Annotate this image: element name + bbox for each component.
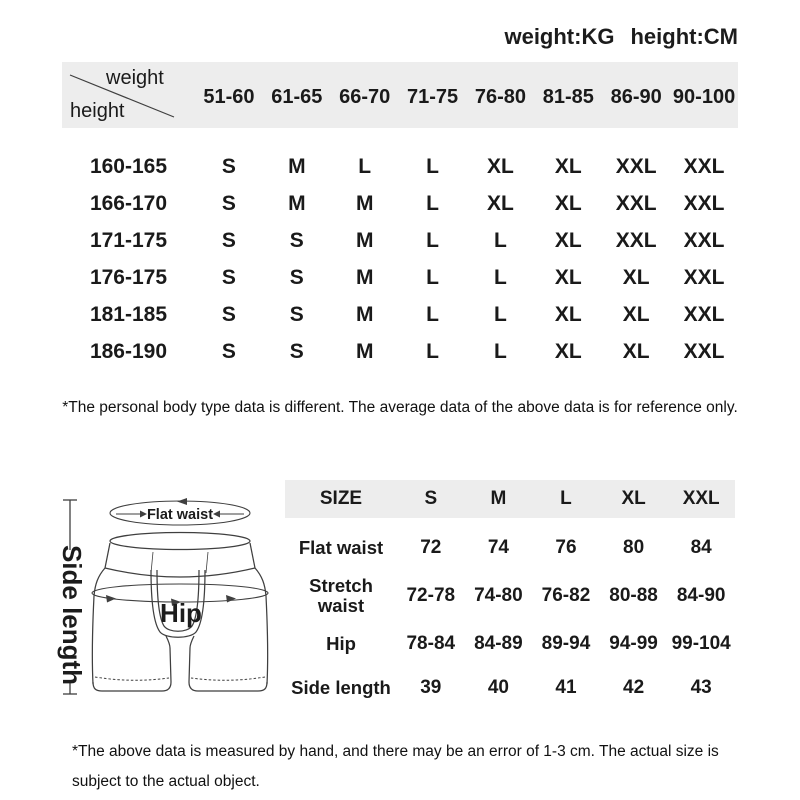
size-cell: S <box>289 302 304 326</box>
measurement-value: 39 <box>420 677 442 698</box>
arrowhead-icon <box>213 511 220 518</box>
measurement-table <box>285 480 735 710</box>
measurement-value: 40 <box>487 677 509 698</box>
size-cell: XXL <box>615 191 657 215</box>
size-cell: S <box>221 228 236 252</box>
measurement-label: Flat waist <box>298 536 384 558</box>
measurement-value: 72 <box>420 537 442 558</box>
height-range-label: 171-175 <box>89 228 168 252</box>
size-table-body <box>62 148 738 370</box>
size-cell: L <box>426 191 439 215</box>
corner-cell <box>62 62 195 128</box>
measurement-value: 41 <box>555 677 577 698</box>
measurement-header-cell: S <box>424 488 438 509</box>
size-cell: XL <box>554 191 582 215</box>
height-range-label: 176-175 <box>89 265 168 289</box>
measurement-value: 72-78 <box>406 585 456 606</box>
size-cell: S <box>221 191 236 215</box>
corner-height-label: height <box>70 100 125 122</box>
measurement-value: 80-88 <box>609 585 658 606</box>
measurement-label: Side length <box>291 676 391 698</box>
measurement-value: 76-82 <box>541 585 591 606</box>
corner-weight-label: weight <box>106 67 164 89</box>
size-cell: XXL <box>615 154 657 178</box>
size-cell: M <box>355 302 374 326</box>
height-weight-size-table <box>62 62 738 370</box>
size-cell: L <box>426 302 439 326</box>
measurement-row <box>285 526 735 570</box>
hip-label: Hip <box>160 598 202 628</box>
size-table-row <box>62 185 738 222</box>
measurement-label: Hip <box>326 632 356 654</box>
size-cell: S <box>289 228 304 252</box>
side-length-annotation <box>57 500 87 694</box>
measurement-value: 94-99 <box>609 633 658 654</box>
measurement-value: 80 <box>623 537 645 558</box>
size-cell: L <box>426 154 439 178</box>
measurement-value: 74-80 <box>474 585 523 606</box>
weight-range-header: 86-90 <box>610 85 662 108</box>
size-cell: L <box>426 265 439 289</box>
weight-range-header: 90-100 <box>672 85 736 108</box>
size-cell: XXL <box>683 228 725 252</box>
weight-range-header: 76-80 <box>474 85 527 108</box>
size-cell: S <box>221 302 236 326</box>
measurement-row <box>285 570 735 622</box>
measurement-header-cell: XXL <box>682 488 720 509</box>
measurement-value: 76 <box>555 537 577 558</box>
side-length-label: Side length <box>57 544 88 686</box>
size-table-row <box>62 222 738 259</box>
size-cell: XL <box>622 339 650 363</box>
measurement-value: 84-89 <box>474 633 523 654</box>
size-cell: XXL <box>683 302 725 326</box>
arrowhead-icon <box>106 595 116 603</box>
size-cell: M <box>355 191 374 215</box>
size-cell: XXL <box>683 339 725 363</box>
measurement-label-cell <box>285 634 397 655</box>
measurement-value: 84 <box>690 537 712 558</box>
size-cell: XL <box>554 228 582 252</box>
arrowhead-icon <box>140 511 147 518</box>
flat-waist-label: Flat waist <box>146 507 214 523</box>
size-table-header-row <box>62 62 738 128</box>
measurement-row <box>285 666 735 710</box>
shorts-drawing <box>50 478 290 718</box>
size-table-row <box>62 333 738 370</box>
weight-range-header: 61-65 <box>271 85 323 108</box>
size-cell: S <box>289 265 304 289</box>
size-cell: XXL <box>683 154 725 178</box>
size-cell: L <box>494 339 507 363</box>
size-table-row <box>62 148 738 185</box>
height-range-label: 186-190 <box>89 339 168 363</box>
weight-range-header: 51-60 <box>203 85 255 108</box>
height-unit-label: height:CM <box>630 24 738 49</box>
measurement-value: 99-104 <box>671 633 731 654</box>
size-table-row <box>62 296 738 333</box>
size-cell: M <box>355 339 374 363</box>
size-cell: XL <box>487 191 514 215</box>
measurement-value: 78-84 <box>406 633 456 654</box>
weight-range-header: 71-75 <box>406 85 459 108</box>
size-cell: XL <box>622 302 650 326</box>
size-cell: XL <box>487 154 514 178</box>
measurement-row <box>285 622 735 666</box>
measurement-table-body <box>285 526 735 710</box>
size-cell: XXL <box>683 265 725 289</box>
height-range-label: 181-185 <box>89 302 168 326</box>
measurement-label: Stretch waist <box>309 574 373 616</box>
shorts-measurement-diagram <box>50 478 290 718</box>
size-cell: XXL <box>615 228 657 252</box>
size-table-row <box>62 259 738 296</box>
size-cell: S <box>221 154 236 178</box>
height-range-label: 166-170 <box>89 191 168 215</box>
measurement-value: 42 <box>623 677 645 698</box>
size-cell: S <box>289 339 304 363</box>
size-cell: XL <box>554 339 582 363</box>
height-range-label: 160-165 <box>89 154 168 178</box>
measurement-header-cell: SIZE <box>319 488 363 509</box>
size-cell: L <box>494 265 507 289</box>
size-cell: L <box>358 154 372 178</box>
measurement-header-cell: L <box>560 488 572 509</box>
measurement-note: *The above data is measured by hand, and there may be an error of 1-3 cm. The actual size is subject to the actual object. <box>72 743 719 790</box>
measurement-label-cell <box>285 538 397 559</box>
arrowhead-icon <box>177 498 187 505</box>
weight-range-header: 66-70 <box>339 85 391 108</box>
measurement-header-cell: M <box>490 488 507 509</box>
size-cell: M <box>355 265 374 289</box>
size-cell: XL <box>554 302 582 326</box>
reference-note: *The personal body type data is different. The average data of the above data is for reference only. <box>62 399 738 416</box>
measurement-value: 84-90 <box>676 585 726 606</box>
size-cell: M <box>355 228 374 252</box>
flat-waist-annotation <box>110 498 250 525</box>
measurement-value: 89-94 <box>541 633 591 654</box>
measurement-table-header-row <box>285 480 735 518</box>
weight-columns <box>195 62 738 128</box>
size-cell: L <box>426 339 439 363</box>
weight-range-header: 81-85 <box>542 85 594 108</box>
size-cell: S <box>221 339 236 363</box>
arrowhead-icon <box>226 595 236 603</box>
measurement-value: 74 <box>487 537 509 558</box>
size-cell: L <box>494 302 507 326</box>
size-cell: XXL <box>683 191 725 215</box>
measurement-label-cell <box>285 678 397 699</box>
size-cell: L <box>426 228 439 252</box>
size-cell: L <box>494 228 507 252</box>
size-cell: M <box>288 191 306 215</box>
size-cell: S <box>221 265 236 289</box>
units-header <box>504 24 738 50</box>
hip-annotation <box>92 584 268 628</box>
size-cell: XL <box>554 265 582 289</box>
measurement-header-cell: XL <box>621 488 646 509</box>
size-cell: M <box>288 154 306 178</box>
measurement-label-cell <box>285 576 397 617</box>
weight-unit-label: weight:KG <box>504 24 615 49</box>
size-cell: XL <box>622 265 650 289</box>
size-cell: XL <box>554 154 582 178</box>
measurement-value: 43 <box>690 677 712 698</box>
